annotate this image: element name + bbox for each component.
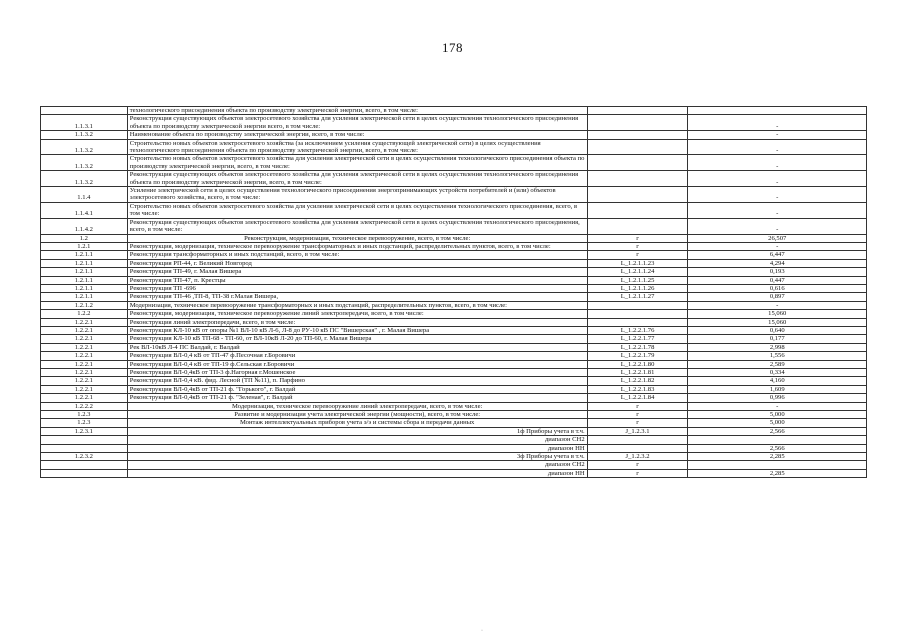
row-code: 1.2.2.1: [41, 326, 128, 334]
table-row: [41, 469, 867, 477]
row-code: 1.2.3: [41, 419, 128, 427]
row-value: 0,640: [688, 326, 867, 334]
row-name: Строительство новых объектов электросетевого хозяйства для усиления электрической сети в целях осуществления технологического присоединения, всего, в том числе:: [127, 202, 587, 218]
row-value: 1,556: [688, 352, 867, 360]
table-row: [41, 385, 867, 393]
row-value: 2,998: [688, 343, 867, 351]
table-row: [41, 202, 867, 218]
row-name: диапазон СН2: [127, 436, 587, 444]
footer-mark: ·: [481, 628, 483, 634]
row-value: -: [688, 155, 867, 171]
row-value: 0,616: [688, 284, 867, 292]
row-name: Реконструкция ВЛ-0,4 кВ от ТП-19 ф.Сельская г.Боровичи: [127, 360, 587, 368]
table-row: [41, 155, 867, 171]
row-name: Модернизация, техническое перевооружение линий электропередачи, всего, в том числе:: [127, 402, 587, 410]
row-value: 0,996: [688, 394, 867, 402]
row-identifier: L_1.2.2.1.78: [587, 343, 688, 351]
row-name: 1ф Приборы учета в т.ч.: [127, 427, 587, 435]
row-name: диапазон НН: [127, 444, 587, 452]
row-identifier: L_1.2.1.1.23: [587, 259, 688, 267]
row-code: 1.2.2.1: [41, 352, 128, 360]
table-row: [41, 131, 867, 139]
row-code: [41, 444, 128, 452]
page-number: 178: [442, 40, 463, 55]
row-identifier: L_1.2.2.1.82: [587, 377, 688, 385]
row-name: Реконструкция трансформаторных и иных подстанций, всего, в том числе:: [127, 251, 587, 259]
table-row: [41, 444, 867, 452]
row-identifier: [587, 310, 688, 318]
table-row: [41, 187, 867, 203]
row-code: 1.1.3.1: [41, 115, 128, 131]
row-name: Строительство новых объектов электросетевого хозяйства (за исключением усиления существующей электрической сети) в целях осуществления технологического присоединения объекта по производству электрической энергии, всего, в том числе:: [127, 139, 587, 155]
table-row: [41, 107, 867, 115]
table-row: [41, 411, 867, 419]
row-name: Реконструкция существующих объектов электросетевого хозяйства для усиления электрической сети в целях осуществления технологического присоединения, всего, в том числе:: [127, 218, 587, 234]
row-value: [688, 107, 867, 115]
row-name: Реконструкция линий электропередачи, всего, в том числе:: [127, 318, 587, 326]
table-row: [41, 139, 867, 155]
row-value: -: [688, 139, 867, 155]
row-value: 0,334: [688, 369, 867, 377]
row-identifier: L_1.2.2.1.80: [587, 360, 688, 368]
row-value: 15,060: [688, 318, 867, 326]
row-identifier: L_1.2.1.1.27: [587, 293, 688, 301]
row-value: 2,285: [688, 453, 867, 461]
row-code: 1.1.3.2: [41, 171, 128, 187]
row-identifier: г: [587, 469, 688, 477]
table-row: [41, 259, 867, 267]
row-identifier: г: [587, 234, 688, 242]
row-name: Наименование объекта по производству электрической энергии, всего, в том числе:: [127, 131, 587, 139]
table-row: [41, 369, 867, 377]
row-value: 2,566: [688, 427, 867, 435]
row-value: -: [688, 187, 867, 203]
row-name: Реконструкция ТП-49, г. Малая Вишера: [127, 268, 587, 276]
row-name: Реконструкция РП-44, г. Великий Новгород: [127, 259, 587, 267]
row-value: -: [688, 242, 867, 250]
table-row: [41, 343, 867, 351]
row-code: 1.2.2: [41, 310, 128, 318]
row-code: 1.2.2.1: [41, 369, 128, 377]
row-name: Реконструкция ТП-47, п. Крестцы: [127, 276, 587, 284]
row-identifier: [587, 131, 688, 139]
row-value: 15,060: [688, 310, 867, 318]
row-name: Реконструкция существующих объектов электросетевого хозяйства для усиления электрической сети в целях осуществления технологического присоединения объекта по производству электрической энергии всего, в том числе:: [127, 115, 587, 131]
row-code: 1.1.3.2: [41, 131, 128, 139]
table-row: [41, 436, 867, 444]
row-code: 1.2.3: [41, 411, 128, 419]
row-name: Реконструкция КЛ-10 кВ от опоры №1 ВЛ-10 кВ Л-6, Л-8 до РУ-10 кВ ПС "Вишерская" , г. Малая Вишера: [127, 326, 587, 334]
row-identifier: L_1.2.2.1.81: [587, 369, 688, 377]
row-identifier: L_1.2.1.1.24: [587, 268, 688, 276]
row-code: 1.2.2.1: [41, 385, 128, 393]
row-code: 1.1.4.1: [41, 202, 128, 218]
table-row: [41, 234, 867, 242]
row-name: Реконструкция, модернизация, техническое перевооружение, всего, в том числе:: [127, 234, 587, 242]
row-value: 0,177: [688, 335, 867, 343]
table-row: [41, 276, 867, 284]
row-code: [41, 107, 128, 115]
row-value: 0,897: [688, 293, 867, 301]
row-code: 1.2.2.1: [41, 343, 128, 351]
row-value: -: [688, 131, 867, 139]
table-row: [41, 242, 867, 250]
row-identifier: [587, 301, 688, 309]
row-identifier: [587, 171, 688, 187]
row-code: [41, 461, 128, 469]
row-code: 1.1.4.2: [41, 218, 128, 234]
row-value: -: [688, 402, 867, 410]
row-identifier: [587, 202, 688, 218]
row-code: 1.2.1.1: [41, 268, 128, 276]
row-name: Реконструкция ВЛ-0,4кВ от ТП-21 ф. "Зеленая", г. Валдай: [127, 394, 587, 402]
row-identifier: [587, 139, 688, 155]
row-code: 1.2: [41, 234, 128, 242]
row-value: [688, 436, 867, 444]
row-name: Реконструкция существующих объектов электросетевого хозяйства для усиления электрической сети в целях осуществления технологического присоединения объекта по производству электрической энергии, всего, в том числе:: [127, 171, 587, 187]
row-value: [688, 461, 867, 469]
row-name: Реконструкция ВЛ-0,4 кВ от ТП-47 ф.Песочная г.Боровичи: [127, 352, 587, 360]
row-code: 1.2.3.2: [41, 453, 128, 461]
row-identifier: L_1.2.2.1.79: [587, 352, 688, 360]
row-code: 1.2.1.2: [41, 301, 128, 309]
row-identifier: [587, 107, 688, 115]
row-name: Реконструкция ВЛ-0,4кВ от ТП-21 ф. "Горького", г. Валдай: [127, 385, 587, 393]
row-identifier: г: [587, 411, 688, 419]
row-identifier: г: [587, 251, 688, 259]
row-value: 2,285: [688, 469, 867, 477]
table-row: [41, 115, 867, 131]
row-identifier: L_1.2.2.1.76: [587, 326, 688, 334]
row-name: Реконструкция ТП-46 ,ТП-8, ТП-38 г.Малая Вишера,: [127, 293, 587, 301]
row-value: 2,566: [688, 444, 867, 452]
row-identifier: г: [587, 419, 688, 427]
investment-program-table: [40, 106, 867, 478]
row-code: 1.2.1.1: [41, 259, 128, 267]
table-row: [41, 453, 867, 461]
row-code: 1.2.1.1: [41, 251, 128, 259]
table-row: [41, 377, 867, 385]
row-value: 2,589: [688, 360, 867, 368]
row-value: -: [688, 171, 867, 187]
row-name: Реконструкция, модернизация, техническое перевооружение линий электропередачи, всего, в том числе:: [127, 310, 587, 318]
row-value: 26,507: [688, 234, 867, 242]
row-identifier: г: [587, 461, 688, 469]
row-identifier: [587, 436, 688, 444]
table-row: [41, 318, 867, 326]
table-row: [41, 310, 867, 318]
row-code: 1.2.1.1: [41, 293, 128, 301]
row-name: 3ф Приборы учета в т.ч.: [127, 453, 587, 461]
row-value: 1,609: [688, 385, 867, 393]
row-name: Строительство новых объектов электросетевого хозяйства для усиления электрической сети в целях осуществления технологического присоединения объекта по производству электрической энергии, всего, в том числе:: [127, 155, 587, 171]
row-code: 1.2.2.1: [41, 335, 128, 343]
table-row: [41, 293, 867, 301]
row-identifier: [587, 218, 688, 234]
row-identifier: L_1.2.1.1.26: [587, 284, 688, 292]
row-name: Реконструкция ВЛ-0,4кВ от ТП-3 ф.Нагорная г.Мошенское: [127, 369, 587, 377]
row-name: Реконструкция КЛ-10 кВ ТП-68 - ТП-60, от ВЛ-10кВ Л-20 до ТП-60, г. Малая Вишера: [127, 335, 587, 343]
row-value: -: [688, 218, 867, 234]
row-identifier: [587, 115, 688, 131]
row-identifier: г: [587, 242, 688, 250]
row-identifier: г: [587, 402, 688, 410]
row-name: технологического присоединения объекта по производству электрической энергии, всего, в том числе:: [127, 107, 587, 115]
row-value: 4,160: [688, 377, 867, 385]
row-name: диапазон СН2: [127, 461, 587, 469]
row-value: -: [688, 202, 867, 218]
row-code: 1.1.3.2: [41, 139, 128, 155]
row-code: [41, 469, 128, 477]
row-name: Развитие и модернизация учета электрической энергии (мощности), всего, в том числе:: [127, 411, 587, 419]
table-row: [41, 301, 867, 309]
table-row: [41, 326, 867, 334]
table-row: [41, 402, 867, 410]
table-row: [41, 419, 867, 427]
row-name: диапазон НН: [127, 469, 587, 477]
row-identifier: [587, 318, 688, 326]
row-name: Монтаж интеллектуальных приборов учета э/э и системы сбора и передачи данных: [127, 419, 587, 427]
row-code: 1.2.2.1: [41, 318, 128, 326]
table-row: [41, 394, 867, 402]
table-row: [41, 251, 867, 259]
table-row: [41, 171, 867, 187]
row-name: Реконструкция ВЛ-0,4 кВ. фид. Лесной (ТП №11), п. Парфино: [127, 377, 587, 385]
row-code: 1.2.1: [41, 242, 128, 250]
row-code: 1.1.4: [41, 187, 128, 203]
row-name: Усиление электрической сети в целях осуществления технологического присоединения энергопринимающих устройств потребителей и (или) объектов электросетевого хозяйства, всего, в том числе:: [127, 187, 587, 203]
row-identifier: J_1.2.3.2: [587, 453, 688, 461]
table-row: [41, 268, 867, 276]
row-name: Рек ВЛ-10кВ Л-4 ПС Валдай, г. Валдай: [127, 343, 587, 351]
table-row: [41, 335, 867, 343]
row-identifier: L_1.2.2.1.83: [587, 385, 688, 393]
row-identifier: L_1.2.2.1.84: [587, 394, 688, 402]
row-identifier: J_1.2.3.1: [587, 427, 688, 435]
row-code: 1.2.2.1: [41, 377, 128, 385]
row-identifier: L_1.2.2.1.77: [587, 335, 688, 343]
table-body: [41, 107, 867, 478]
row-code: 1.2.1.1: [41, 284, 128, 292]
table-row: [41, 352, 867, 360]
table-row: [41, 284, 867, 292]
row-code: 1.2.3.1: [41, 427, 128, 435]
table-row: [41, 427, 867, 435]
table-row: [41, 461, 867, 469]
row-value: 5,000: [688, 419, 867, 427]
row-value: 6,447: [688, 251, 867, 259]
row-code: [41, 436, 128, 444]
row-value: -: [688, 115, 867, 131]
row-identifier: L_1.2.1.1.25: [587, 276, 688, 284]
row-identifier: [587, 444, 688, 452]
row-code: 1.2.1.1: [41, 276, 128, 284]
row-value: 4,294: [688, 259, 867, 267]
row-name: Реконструкция, модернизация, техническое перевооружение трансформаторных и иных подстанций, распределительных пунктов, всего, в том числе:: [127, 242, 587, 250]
row-code: 1.2.2.2: [41, 402, 128, 410]
row-value: 0,193: [688, 268, 867, 276]
row-code: 1.2.2.1: [41, 394, 128, 402]
row-identifier: [587, 187, 688, 203]
table-row: [41, 218, 867, 234]
row-value: 5,000: [688, 411, 867, 419]
row-identifier: [587, 155, 688, 171]
row-value: -: [688, 301, 867, 309]
row-code: 1.2.2.1: [41, 360, 128, 368]
row-value: 0,447: [688, 276, 867, 284]
row-code: 1.1.3.2: [41, 155, 128, 171]
row-name: Реконструкция ТП -696: [127, 284, 587, 292]
table-row: [41, 360, 867, 368]
row-name: Модернизация, техническое перевооружение трансформаторных и иных подстанций, распределительных пунктов, всего, в том числе:: [127, 301, 587, 309]
